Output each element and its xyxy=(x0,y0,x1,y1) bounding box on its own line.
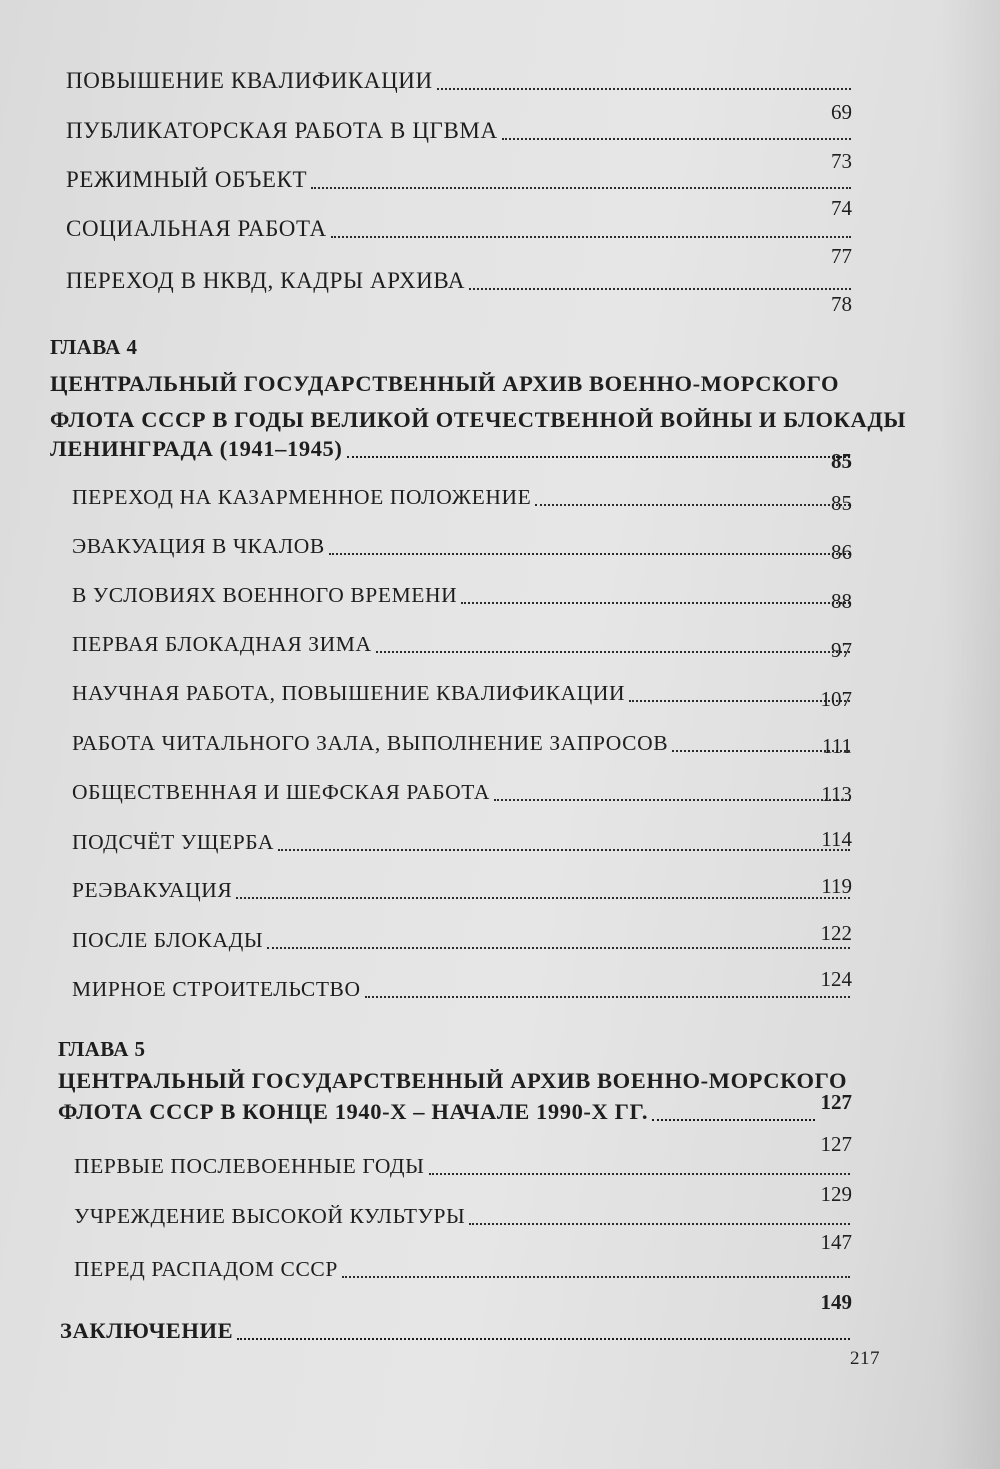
chapter-page: 85 xyxy=(831,449,852,473)
toc-entry-page: 147 xyxy=(820,1230,852,1254)
toc-entry xyxy=(72,927,850,953)
leader-dots xyxy=(236,897,850,899)
toc-entry xyxy=(66,268,851,294)
toc-entry-page: 127 xyxy=(820,1132,852,1156)
toc-entry-page: 111 xyxy=(822,734,852,758)
leader-dots xyxy=(502,138,851,140)
leader-dots xyxy=(278,849,850,851)
chapter-title-line: ЦЕНТРАЛЬНЫЙ ГОСУДАРСТВЕННЫЙ АРХИВ ВОЕННО-МОРСКОГО xyxy=(58,1068,848,1093)
toc-entry xyxy=(74,1153,850,1179)
toc-entry-page: 69 xyxy=(831,100,852,124)
toc-entry-title: ПЕРЕХОД НА КАЗАРМЕННОЕ ПОЛОЖЕНИЕ xyxy=(72,485,532,509)
toc-entry-title: ПОДСЧЁТ УЩЕРБА xyxy=(72,830,275,854)
chapter-entry xyxy=(58,1099,815,1125)
toc-entry xyxy=(66,216,851,242)
toc-entry xyxy=(72,582,850,608)
page-edge-shadow xyxy=(940,0,1000,1469)
toc-entry-page: 122 xyxy=(820,921,852,945)
toc-entry-page: 85 xyxy=(831,491,852,515)
leader-dots xyxy=(347,456,851,458)
toc-entry-title: ПОВЫШЕНИЕ КВАЛИФИКАЦИИ xyxy=(66,68,433,93)
chapter-title-line: ФЛОТА СССР В КОНЦЕ 1940-Х – НАЧАЛЕ 1990-Х ГГ. xyxy=(58,1099,649,1124)
toc-entry xyxy=(72,680,850,706)
toc-entry-page: 113 xyxy=(821,782,852,806)
leader-dots xyxy=(311,187,851,189)
chapter-title-line: ЦЕНТРАЛЬНЫЙ ГОСУДАРСТВЕННЫЙ АРХИВ ВОЕННО-МОРСКОГО xyxy=(50,371,840,396)
toc-entry-title: УЧРЕЖДЕНИЕ ВЫСОКОЙ КУЛЬТУРЫ xyxy=(74,1204,466,1228)
toc-entry xyxy=(66,68,851,94)
leader-dots xyxy=(237,1338,850,1340)
leader-dots xyxy=(437,88,851,90)
toc-entry-page: 88 xyxy=(831,589,852,613)
toc-entry xyxy=(72,533,850,559)
chapter-entry xyxy=(50,436,850,462)
chapter-label: ГЛАВА 5 xyxy=(58,1037,146,1061)
toc-entry xyxy=(72,976,850,1002)
toc-entry-title: ОБЩЕСТВЕННАЯ И ШЕФСКАЯ РАБОТА xyxy=(72,780,491,804)
toc-entry xyxy=(72,631,850,657)
leader-dots xyxy=(469,1223,850,1225)
toc-entry-title: ПЕРВЫЕ ПОСЛЕВОЕННЫЕ ГОДЫ xyxy=(74,1154,425,1178)
toc-entry-title: ПЕРЕД РАСПАДОМ СССР xyxy=(74,1257,338,1281)
toc-entry-title: РЕЭВАКУАЦИЯ xyxy=(72,878,233,902)
toc-entry-title: РЕЖИМНЫЙ ОБЪЕКТ xyxy=(66,167,308,192)
chapter-title-line: ЛЕНИНГРАДА (1941–1945) xyxy=(50,436,343,461)
leader-dots xyxy=(331,236,851,238)
toc-entry-page: 97 xyxy=(831,638,852,662)
conclusion-entry xyxy=(60,1318,850,1344)
toc-entry xyxy=(72,779,850,805)
toc-entry-page: 119 xyxy=(821,874,852,898)
leader-dots xyxy=(365,996,850,998)
toc-entry xyxy=(72,484,850,510)
leader-dots xyxy=(267,947,850,949)
toc-entry-title: ПУБЛИКАТОРСКАЯ РАБОТА В ЦГВМА xyxy=(66,118,498,143)
leader-dots xyxy=(376,651,850,653)
toc-entry-page: 124 xyxy=(820,967,852,991)
toc-entry xyxy=(66,167,851,193)
leader-dots xyxy=(652,1119,815,1121)
chapter-label: ГЛАВА 4 xyxy=(50,335,138,359)
toc-entry-page: 77 xyxy=(831,244,852,268)
page-number: 217 xyxy=(850,1348,880,1369)
toc-entry-title: ПОСЛЕ БЛОКАДЫ xyxy=(72,928,264,952)
toc-entry-page: 86 xyxy=(831,540,852,564)
toc-entry xyxy=(72,877,850,903)
toc-entry-page: 107 xyxy=(820,687,852,711)
chapter-title-line: ФЛОТА СССР В ГОДЫ ВЕЛИКОЙ ОТЕЧЕСТВЕННОЙ ВОЙНЫ И БЛОКАДЫ xyxy=(50,407,907,432)
conclusion-page: 149 xyxy=(820,1290,852,1314)
toc-entry-title: ПЕРВАЯ БЛОКАДНАЯ ЗИМА xyxy=(72,632,372,656)
toc-entry-title: СОЦИАЛЬНАЯ РАБОТА xyxy=(66,216,327,241)
toc-entry-title: ПЕРЕХОД В НКВД, КАДРЫ АРХИВА xyxy=(66,268,466,293)
toc-entry xyxy=(72,829,850,855)
toc-entry xyxy=(74,1256,850,1282)
toc-entry-page: 114 xyxy=(821,827,852,851)
toc-entry-title: НАУЧНАЯ РАБОТА, ПОВЫШЕНИЕ КВАЛИФИКАЦИИ xyxy=(72,681,626,705)
toc-entry xyxy=(72,730,850,756)
toc-entry-title: В УСЛОВИЯХ ВОЕННОГО ВРЕМЕНИ xyxy=(72,583,458,607)
toc-entry xyxy=(74,1203,850,1229)
leader-dots xyxy=(429,1173,850,1175)
leader-dots xyxy=(469,288,851,290)
toc-entry-page: 74 xyxy=(831,196,852,220)
toc-entry-page: 73 xyxy=(831,149,852,173)
toc-entry-page: 129 xyxy=(820,1182,852,1206)
chapter-page: 127 xyxy=(820,1090,852,1114)
toc-entry xyxy=(66,118,851,144)
toc-entry-title: РАБОТА ЧИТАЛЬНОГО ЗАЛА, ВЫПОЛНЕНИЕ ЗАПРОСОВ xyxy=(72,731,669,755)
leader-dots xyxy=(342,1276,850,1278)
toc-entry-page: 78 xyxy=(831,292,852,316)
conclusion-title: ЗАКЛЮЧЕНИЕ xyxy=(60,1318,234,1343)
toc-entry-title: МИРНОЕ СТРОИТЕЛЬСТВО xyxy=(72,977,361,1001)
toc-entry-title: ЭВАКУАЦИЯ В ЧКАЛОВ xyxy=(72,534,325,558)
leader-dots xyxy=(329,553,850,555)
